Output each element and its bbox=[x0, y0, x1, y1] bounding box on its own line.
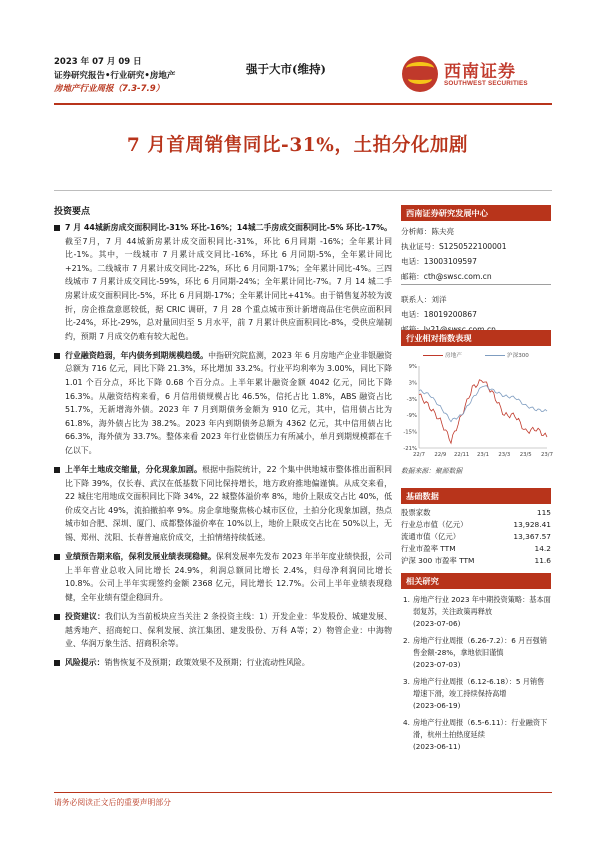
chart-plot bbox=[401, 362, 551, 464]
related-item[interactable] bbox=[401, 676, 551, 712]
header-divider bbox=[54, 103, 552, 105]
paragraph-text: 销售恢复不及预期；政策效果不及预期；行业流动性风险。 bbox=[104, 658, 310, 668]
company-logo bbox=[402, 54, 552, 98]
title-divider bbox=[54, 190, 552, 191]
related-title: 房地产行业 2023 年中期投资策略：基本面弱复苏，关注政策再释放 bbox=[413, 595, 551, 616]
bullet-icon bbox=[54, 467, 60, 473]
market-row bbox=[401, 555, 551, 567]
related-date: (2023-06-11) bbox=[413, 742, 461, 751]
contact-phone: 电话：18019200867 bbox=[401, 310, 477, 319]
paragraph-text: 中指研究院监测，2023 年 6 月房地产企业非银融资总额为 716 亿元，同比下降 21.3%，环比增加 33.2%。行业平均利率为 3.00%，同比下降 1.01 个百分点，环比下降 0.68 个百分点。上半年累计融资金额 4042 亿元，同比下降 16.3%。从融资结构来看，6 月信用债规模占比 46.5%，信托占比 1.8%，ABS 融资占比 51.7%，无新增海外债。2023 年 7 月到期债务金额为 910 亿元，其中，信用债占比为 61.8%，海外债占比为 38.2%。2023 年内到期债务总额为 4362 亿元，其中信用债占比 66.3%，海外债为 33.7%。整体来看 2023 年行业偿债压力有所减小，单月到期规模都在千亿以下。 bbox=[65, 350, 392, 455]
x-tick-label: 23/5 bbox=[519, 452, 532, 458]
x-tick-label: 23/3 bbox=[498, 452, 511, 458]
chart-section bbox=[401, 330, 551, 346]
bullet-icon bbox=[54, 554, 60, 560]
paragraph-text: 根据中指院统计，22 个集中供地城市整体推出面积同比下降 39%，仅长春、武汉在低基数下同比保持增长，地方政府推地偏谨慎。从成交来看，22 城住宅用地成交面积同比下降 34%，22 城整体溢价率 8%，地价上限成交占比 40%，低价成交占比 49%，流拍撤拍率 9%。房企拿地聚焦核心城市区位，土拍分化现象加剧，热点城市如合肥、深圳、厦门、成都整体溢价率在 10%以上，地价上限成交占比在 50%以上，无锡、郑州、沈阳、长春普遍底价成交，土拍情绪持续低迷。 bbox=[65, 465, 392, 543]
y-tick-label: 9% bbox=[408, 364, 417, 370]
series-line-csi300 bbox=[419, 386, 547, 422]
legend-item-property bbox=[423, 351, 462, 359]
related-item[interactable] bbox=[401, 635, 551, 671]
legend-label-property: 房地产 bbox=[445, 353, 462, 359]
analyst-phone: 电话：13003109597 bbox=[401, 257, 477, 266]
related-research-box bbox=[401, 573, 551, 753]
market-value: 14.2 bbox=[534, 544, 551, 553]
related-date: (2023-06-19) bbox=[413, 701, 461, 710]
y-tick-label: -21% bbox=[403, 446, 417, 452]
paragraph-lead: 风险提示： bbox=[65, 658, 105, 668]
related-title: 房地产行业周报（6.26-7.2）：6 月百强销售金额-28%，拿地依旧谨慎 bbox=[413, 636, 547, 657]
x-tick-label: 23/1 bbox=[477, 452, 489, 458]
logo-english-name: SOUTHWEST SECURITIES bbox=[444, 80, 528, 87]
summary-paragraph-financing bbox=[54, 349, 392, 458]
market-row bbox=[401, 543, 551, 555]
y-tick-label: 3% bbox=[408, 380, 417, 387]
related-title: 房地产行业周报（6.12-6.18）：5 月销售增速下滑，竣工持续保持高增 bbox=[413, 677, 545, 698]
y-tick-label: -3% bbox=[406, 396, 417, 403]
analyst-box bbox=[401, 205, 551, 338]
chart-heading: 行业相对指数表现 bbox=[401, 330, 551, 346]
chart-source: 数据来源：聚源数据 bbox=[401, 467, 463, 475]
summary-body bbox=[54, 221, 392, 675]
legend-label-csi300: 沪深300 bbox=[507, 353, 529, 359]
y-tick-label: -15% bbox=[403, 429, 417, 436]
report-date: 2023 年 07 月 09 日 bbox=[54, 57, 142, 67]
summary-paragraph-earnings bbox=[54, 550, 392, 604]
related-index: 1. bbox=[403, 595, 410, 604]
summary-paragraph-sales bbox=[54, 221, 392, 343]
summary-heading: 投资要点 bbox=[54, 207, 91, 217]
paragraph-text: 保利发展率先发布 2023 年半年度业绩快报，公司上半年营业总收入同比增长 24.9%，利润总额同比增长 2.4%，归母净利润同比增长 10.8%。公司上半年实现签约金额 2368 亿元，同比增长 12.7%。公司上半年业绩表现稳健，全年业绩有望企稳回升。 bbox=[65, 552, 392, 602]
market-data-box bbox=[401, 488, 551, 567]
market-label: 行业市盈率 TTM bbox=[401, 544, 456, 553]
related-item[interactable] bbox=[401, 594, 551, 630]
summary-paragraph-land bbox=[54, 463, 392, 545]
market-label: 流通市值（亿元） bbox=[401, 532, 461, 541]
market-value: 115 bbox=[536, 508, 551, 517]
related-date: (2023-07-03) bbox=[413, 660, 461, 669]
paragraph-lead: 业绩预告期来临，保利发展业绩表现稳健。 bbox=[65, 552, 216, 562]
paragraph-text: 我们认为当前板块应当关注 2 条投资主线：1）开发企业：华发股份、城建发展、越秀地产、招商蛇口、保利发展、滨江集团、建发股份、万科 A等；2）物管企业：中海物业、华润万象生活、招商积余等。 bbox=[65, 612, 392, 649]
report-type: 证券研究报告•行业研究•房地产 bbox=[54, 70, 176, 81]
market-value: 13,367.57 bbox=[513, 532, 551, 541]
bullet-icon bbox=[54, 353, 60, 359]
footer-divider bbox=[54, 792, 552, 793]
paragraph-lead: 上半年土地成交缩量，分化现象加剧。 bbox=[65, 465, 203, 475]
market-row bbox=[401, 531, 551, 543]
paragraph-text: 截至7月，7 月 44城新房累计成交面积同比-31%，环比 6月同期 -16%；全年累计同比-1%。其中，一线城市 7 月累计成交同比-16%，环比 6 月同期-5%，全年累计同比+21%。二线城市 7 月累计成交同比-22%，环比 6 月同期-17%；全年累计同比-4%。三四线城市 7 月累计成交同比-59%，环比 6 月同期-24%；全年累计同比-7%。7 月 14 城二手房累计成交面积同比-5%，环比 6 月同期-17%；全年累计同比+41%。由于销售复苏较为波折，房企推盘意愿较低，据 CRIC 调研，7 月 28 个重点城市预计新增商品住宅供应面积同比-24%，环比-29%，总对量回归至 5 月水平，前 7 月累计供应面积同比-8%，受供应端制约，预期 7 月成交仍难有较大起色。 bbox=[65, 236, 392, 341]
related-index: 2. bbox=[403, 636, 410, 645]
paragraph-lead: 7 月 44城新房成交面积同比-31% 环比-16%；14城二手房成交面积同比-5% 环比-17%。 bbox=[65, 223, 392, 232]
relative-index-chart bbox=[401, 348, 551, 464]
report-series: 房地产行业周报（7.3-7.9） bbox=[54, 84, 165, 94]
paragraph-lead: 行业融资趋弱，年内债务到期规模趋缓。 bbox=[65, 350, 209, 360]
legend-swatch-property bbox=[423, 355, 443, 356]
legend-swatch-csi300 bbox=[485, 355, 505, 356]
legend-item-csi300 bbox=[485, 351, 529, 359]
related-heading: 相关研究 bbox=[401, 573, 551, 589]
logo-chinese-name: 西南证券 bbox=[444, 62, 516, 82]
contact-name: 联系人：刘洋 bbox=[401, 295, 447, 304]
related-item[interactable] bbox=[401, 717, 551, 753]
bullet-icon bbox=[54, 225, 60, 231]
market-label: 行业总市值（亿元） bbox=[401, 520, 468, 529]
analyst-cert: 执业证号：S1250522100001 bbox=[401, 242, 507, 251]
analyst-name: 分析师：陈夫亮 bbox=[401, 227, 455, 236]
report-title: 7 月首周销售同比-31%，土拍分化加剧 bbox=[126, 135, 469, 156]
header-meta bbox=[54, 56, 175, 97]
bullet-icon bbox=[54, 660, 60, 666]
x-tick-label: 22/11 bbox=[454, 452, 470, 458]
logo-emblem-icon bbox=[402, 56, 438, 92]
market-label: 股票家数 bbox=[401, 508, 431, 517]
market-value: 11.6 bbox=[534, 556, 551, 565]
analyst-email[interactable]: 邮箱：cth@swsc.com.cn bbox=[401, 269, 551, 285]
footer-disclaimer: 请务必阅读正文后的重要声明部分 bbox=[54, 798, 171, 807]
related-index: 3. bbox=[403, 677, 410, 686]
summary-paragraph-risk bbox=[54, 656, 392, 670]
market-row bbox=[401, 507, 551, 519]
related-date: (2023-07-06) bbox=[413, 619, 461, 628]
market-label: 沪深 300 市盈率 TTM bbox=[401, 556, 475, 565]
related-title: 房地产行业周报（6.5-6.11）：行业融资下滑，杭州土拍热度延续 bbox=[413, 718, 548, 739]
team-heading: 西南证券研究发展中心 bbox=[401, 205, 551, 221]
x-tick-label: 22/7 bbox=[413, 452, 425, 458]
y-tick-label: -9% bbox=[406, 413, 417, 420]
paragraph-lead: 投资建议： bbox=[65, 612, 105, 622]
related-index: 4. bbox=[403, 718, 410, 727]
x-tick-label: 23/7 bbox=[541, 452, 553, 458]
chart-legend bbox=[401, 348, 551, 362]
bullet-icon bbox=[54, 614, 60, 620]
market-data-heading: 基础数据 bbox=[401, 488, 551, 504]
x-tick-label: 22/9 bbox=[434, 452, 447, 458]
series-line-property bbox=[419, 380, 547, 443]
industry-rating: 强于大市(维持) bbox=[246, 62, 326, 76]
market-value: 13,928.41 bbox=[513, 520, 551, 529]
summary-paragraph-advice bbox=[54, 610, 392, 651]
market-row bbox=[401, 519, 551, 531]
